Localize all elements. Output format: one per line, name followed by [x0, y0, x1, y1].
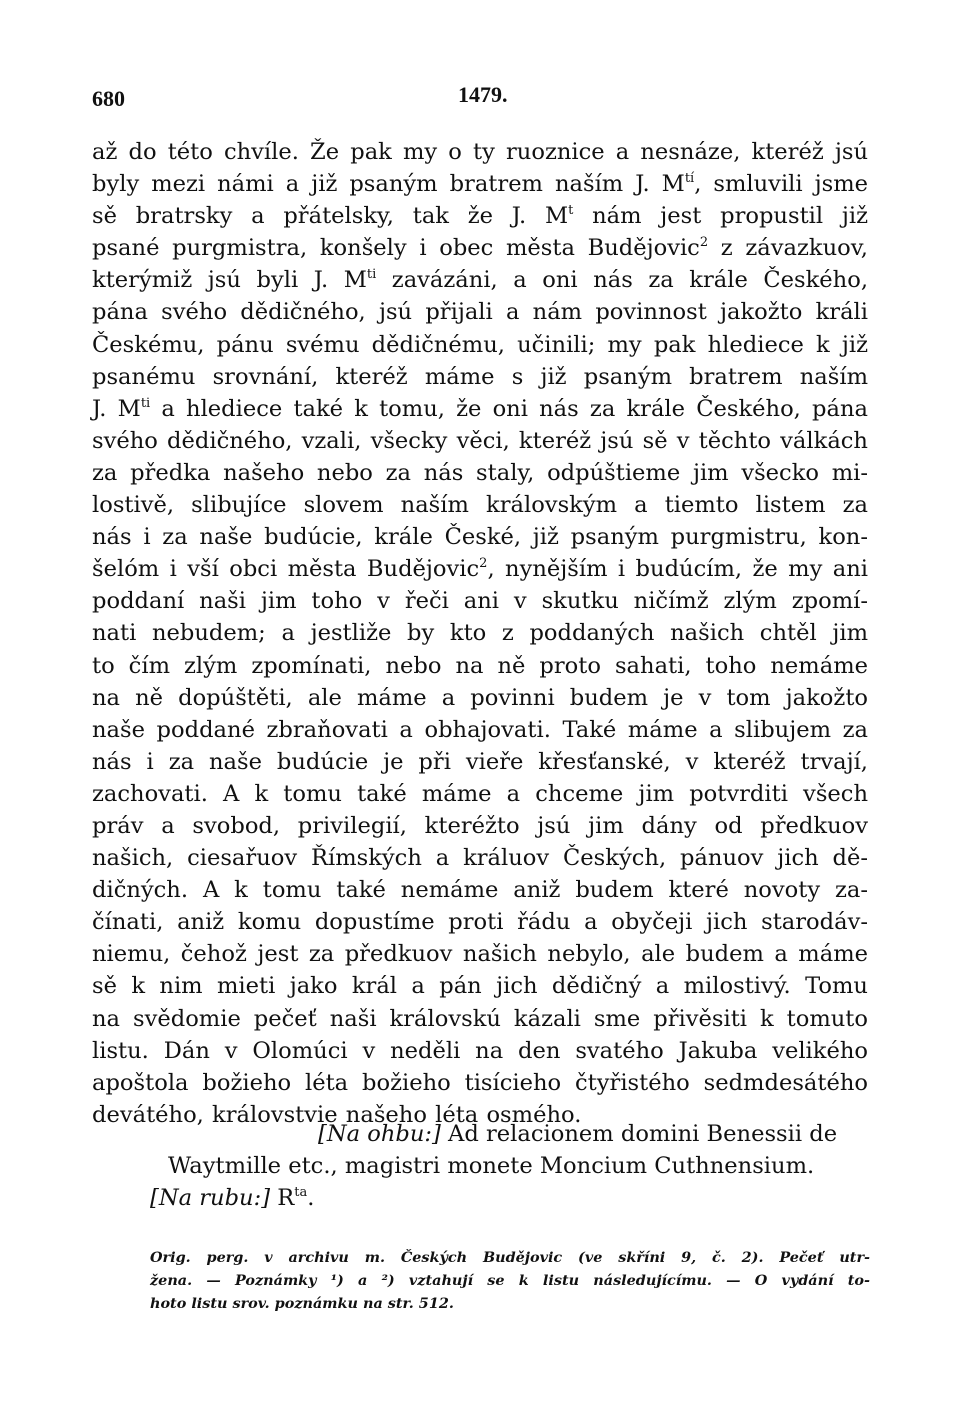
charter-text — [92, 136, 868, 1131]
text-line: zachovati. A k tomu také máme a chceme jim potvrditi všech — [92, 780, 868, 807]
text-line: nás i za naše budúcie je při vieře křesťanské, v kteréž trvají, — [92, 748, 868, 775]
text-line: nati nebudem; a jestliže by kto z poddaných našich chtěl jim — [92, 620, 868, 647]
text-line: dičných. A k tomu také nemáme aniž budem které novoty za- — [92, 877, 868, 904]
text-line: poddaní naši jim toho v řeči ani v skutku ničímž zlým zpomí- — [92, 588, 868, 615]
text-line: Českému, pánu svému dědičnému, učinili; my pak hlediece k již — [92, 331, 868, 358]
back-endorsement — [150, 1182, 926, 1214]
text-line: psané purgmistra, konšely i obec města Budějovic$^2$ z závazkuov, — [92, 235, 868, 262]
text-line: na ně dopúštěti, ale máme a povinni budem je v tom jakožto — [92, 684, 868, 711]
text-line: byly mezi námi a již psaným bratrem naším J. $M^{tí}$, smluvili jsme — [92, 171, 868, 198]
year-heading: 1479. — [458, 82, 508, 107]
back-text: $R^{ta}$. — [277, 1185, 315, 1211]
note-line: žena. — Poznámky ¹) a ²) vztahují se k listu následujícímu. — O vydání to- — [150, 1272, 870, 1289]
text-line: lostivě, slibujíce slovem naším královským a tiemto listem za — [92, 492, 868, 519]
text-line: naše poddané zbraňovati a obhajovati. Také máme a slibujem za — [92, 716, 868, 743]
fold-label: [Na ohbu:] — [318, 1121, 441, 1147]
text-line: sě bratrsky a přátelsky, tak že J. $M^t$ nám jest propustil již — [92, 203, 868, 230]
text-line: devátého, královstvie našeho léta osmého. — [92, 1101, 582, 1128]
note-line: hoto listu srov. poznámku na str. 512. — [150, 1295, 454, 1312]
text-line: našich, ciesařuov Římských a králuov Českých, pánuov jich dě- — [92, 845, 868, 872]
text-line: sě k nim mieti jako král a pán jich dědičný a milostivý. Tomu — [92, 973, 868, 1000]
text-line: za předka našeho nebo za nás staly, odpúštieme jim všecko mi- — [92, 459, 868, 486]
editorial-note — [150, 1246, 870, 1315]
page-header — [92, 82, 868, 118]
text-line: práv a svobod, privilegií, kteréžto jsú jim dány od předkuov — [92, 812, 868, 839]
text-line: šelóm i vší obci města Budějovic$^2$, nynějším i budúcím, že my ani — [92, 556, 868, 583]
text-line: psanému srovnání, kteréž máme s již psaným bratrem naším — [92, 363, 868, 390]
text-line: kterýmiž jsú byli J. $M^{ti}$ zavázáni, a oni nás za krále Českého, — [92, 267, 868, 294]
text-line: čínati, aniž komu dopustíme proti řádu a obyčeji jich starodáv- — [92, 909, 868, 936]
text-line: to čím zlým zpomínati, nebo na ně proto sahati, toho nemáme — [92, 652, 868, 679]
text-line: pána svého dědičného, jsú přijali a nám povinnost jakožto králi — [92, 299, 868, 326]
fold-endorsement-continued: Waytmille etc., magistri monete Moncium Cuthnensium. — [168, 1153, 815, 1179]
text-line: niemu, čehož jest za předkuov našich nebylo, ale budem a máme — [92, 941, 868, 968]
fold-text: Ad relacionem domini Benessii de — [448, 1121, 838, 1147]
note-line: Orig. perg. v archivu m. Českých Budějovic (ve skříni 9, č. 2). Pečeť utr- — [150, 1249, 870, 1266]
text-line: svého dědičného, vzali, všecky věci, kteréž jsú sě v těchto válkách — [92, 427, 868, 454]
fold-endorsement — [318, 1118, 870, 1150]
page-number: 680 — [92, 86, 125, 111]
text-line: nás i za naše budúcie, krále České, již psaným purgmistru, kon- — [92, 524, 868, 551]
back-label: [Na rubu:] — [150, 1185, 271, 1211]
text-line: apoštola božieho léta božieho tisícieho čtyřistého sedmdesátého — [92, 1069, 868, 1096]
text-line: na svědomie pečeť naši královskú kázali sme přivěsiti k tomuto — [92, 1005, 868, 1032]
text-line: J. $M^{ti}$ a hlediece také k tomu, že oni nás za krále Českého, pána — [92, 395, 868, 422]
text-line: listu. Dán v Olomúci v neděli na den svatého Jakuba velikého — [92, 1037, 868, 1064]
text-line: až do této chvíle. Že pak my o ty ruoznice a nesnáze, kteréž jsú — [92, 139, 868, 165]
